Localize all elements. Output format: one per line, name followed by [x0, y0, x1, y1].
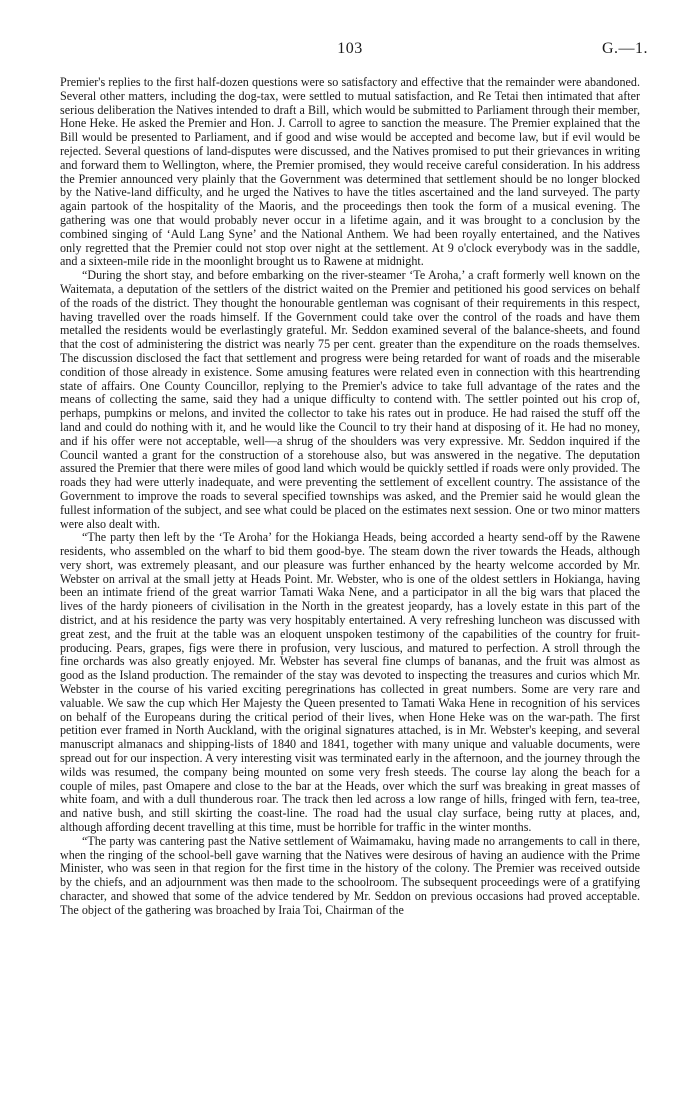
- page-header: [0, 40, 700, 64]
- paragraph: Premier's replies to the first half-dozen questions were so satisfactory and effective that the remainder were abandoned. Several other matters, including the dog-tax, were settled to mutual satisfaction, and Re Tetai then intimated that after serious deliberation the Natives intended to draft a Bill, which would be submitted to Parliament through their member, Hone Heke. He asked the Premier and Hon. J. Carroll to agree to sanction the measure. The Premier explained that the Bill would be presented to Parliament, and if good and wise would be accepted and become law, but if evil would be rejected. Several questions of land-disputes were discussed, and the Natives promised to put their grievances in writing and forward them to Wellington, where, the Premier promised, they would receive careful consideration. In his address the Premier announced very plainly that the Government was determined that settlement should be no longer blocked by the Native-land difficulty, and he urged the Natives to have the titles ascertained and the land surveyed. The party again partook of the hospitality of the Maoris, and the proceedings then took the form of a musical evening. The gathering was one that would probably never occur in a lifetime again, and it was brought to a conclusion by the combined singing of ‘Auld Lang Syne’ and the National Anthem. We had been royally entertained, and the Natives only regretted that the Premier could not stop over night at the settlement. At 9 o'clock everybody was in the saddle, and a sixteen-mile ride in the moonlight brought us to Rawene at midnight.: [60, 75, 640, 269]
- paper-reference: G.—1.: [601, 40, 648, 57]
- body-text: [60, 76, 640, 918]
- page-number: 103: [337, 40, 363, 57]
- paragraph: “The party was cantering past the Native settlement of Waimamaku, having made no arrangements to call in there, when the ringing of the school-bell gave warning that the Natives were desirous of having an audience with the Prime Minister, who was seen in that region for the first time in the history of the colony. The Premier was received outside by the chiefs, and an adjournment was then made to the schoolroom. The subsequent proceedings were of a gratifying character, and showed that some of the advice tendered by Mr. Seddon on previous occasions had proved acceptable. The object of the gathering was broached by Iraia Toi, Chairman of the: [60, 833, 640, 917]
- paragraph: “During the short stay, and before embarking on the river-steamer ‘Te Aroha,’ a craft formerly well known on the Waitemata, a deputation of the settlers of the district waited on the Premier and petitioned his good services on behalf of the roads of the district. They thought the honourable gentleman was cognisant of their requirements in this respect, having travelled over the roads himself. If the Government could take over the control of the roads and have them metalled the residents would be everlastingly grateful. Mr. Seddon examined several of the balance-sheets, and found that the cost of administering the district was nearly 75 per cent. greater than the expenditure on the roads themselves. The discussion disclosed the fact that settlement and progress were being retarded for want of roads and the miserable condition of those already in existence. Some amusing features were related even in connection with this heartrending state of affairs. One County Councillor, replying to the Premier's advice to take full advantage of the rates and the means of collecting the same, said they had a unique difficulty to contend with. The settler pointed out his crop of, perhaps, pumpkins or melons, and invited the collector to take his rates out in produce. He had raised the stuff off the land and could do nothing with it, and he would like the Council to try their hand at disposing of it. He had no money, and if his offer were not acceptable, well—a shrug of the shoulders was very expressive. Mr. Seddon inquired if the Council wanted a grant for the construction of a storehouse also, but was answered in the negative. The deputation assured the Premier that there were miles of good land which would be quickly settled if roads were only provided. The roads they had were utterly inadequate, and were preventing the settlement of excellent country. The assistance of the Government to improve the roads to several specified townships was asked, and the Premier said he would glean the fullest information of the subject, and see what could be placed on the estimates next session. One or two minor matters were also dealt with.: [60, 268, 640, 531]
- paragraph: “The party then left by the ‘Te Aroha’ for the Hokianga Heads, being accorded a hearty send-off by the Rawene residents, who assembled on the wharf to bid them good-bye. The steam down the river towards the Heads, although very short, was extremely pleasant, and our pleasure was further enhanced by the hearty welcome accorded by Mr. Webster on arrival at the small jetty at Heads Point. Mr. Webster, who is one of the oldest settlers in Hokianga, having been an intimate friend of the great warrior Tamati Waka Nene, and a participator in all the big wars that placed the lives of the hardy pioneers of civilisation in the North in the greatest jeopardy, has a lovely estate in this part of the district, and at his residence the party was very hospitably entertained. A very refreshing luncheon was discussed with great zest, and the fruit at the table was an eloquent unspoken testimony of the capabilities of the country for fruit-producing. Pears, grapes, figs were there in profusion, very luscious, and matured to perfection. A stroll through the fine orchards was also greatly enjoyed. Mr. Webster has several fine clumps of bananas, and the fruit was almost as good as the Island production. The remainder of the stay was devoted to inspecting the treasures and curios which Mr. Webster in the course of his varied exciting peregrinations has collected in great numbers. Some are very rare and valuable. We saw the cup which Her Majesty the Queen presented to Tamati Waka Hene in recognition of his services on behalf of the Europeans during the critical period of their lives, when Hone Heke was on the war-path. The first petition ever framed in North Auckland, with the original signatures attached, is in Mr. Webster's keeping, and several manuscript almanacs and shipping-lists of 1840 and 1841, together with many unique and valuable documents, were spread out for our inspection. A very interesting visit was terminated early in the afternoon, and the journey through the wilds was resumed, the company being mounted on some very fresh steeds. The course lay along the beach for a couple of miles, past Omapere and close to the bar at the Heads, over which the surf was breaking in great masses of white foam, and with a dull thunderous roar. The track then led across a low range of hills, fringed with fern, tea-tree, and native bush, and still skirting the coast-line. The road had the usual clay surface, being rutty at places, and, although affording decent travelling at this time, must be horrible for traffic in the winter months.: [60, 530, 640, 835]
